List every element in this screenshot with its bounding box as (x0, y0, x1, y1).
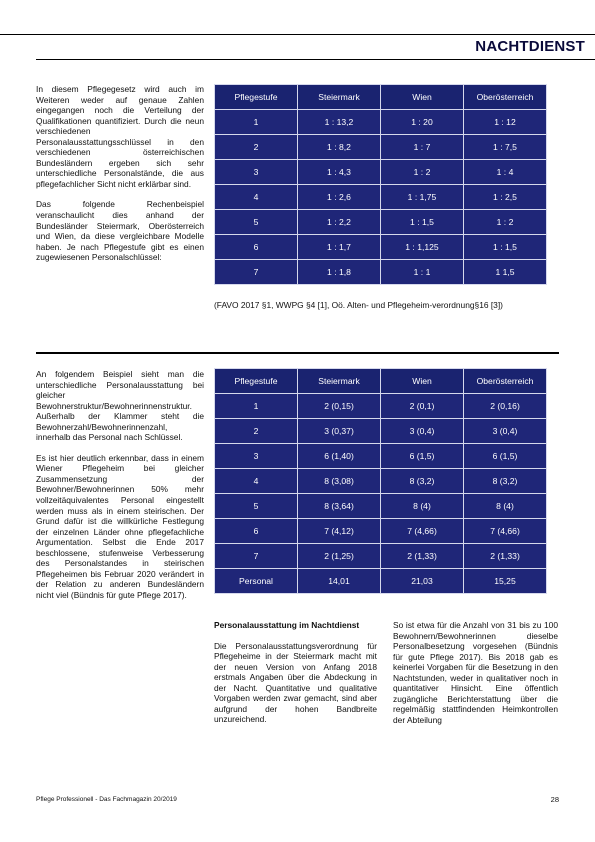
table-caption: (FAVO 2017 §1, WWPG §4 [1], Oö. Alten- und Pflegeheim-verordnung§16 [3]) (214, 300, 503, 310)
table-cell: 7 (4,66) (381, 519, 464, 544)
table-cell: 7 (215, 260, 298, 285)
comparison-text-column (36, 369, 204, 610)
table-cell: 1 1,5 (464, 260, 547, 285)
night-duty-left-column (214, 620, 377, 735)
table-cell: 8 (3,08) (298, 469, 381, 494)
table-cell: 15,25 (464, 569, 547, 594)
table-row (215, 160, 547, 185)
intro-text-column (36, 84, 204, 273)
table-cell: 2 (1,25) (298, 544, 381, 569)
table-cell: 1 : 13,2 (298, 110, 381, 135)
header-cell: Oberösterreich (464, 85, 547, 110)
table-row (215, 185, 547, 210)
table-cell: 3 (215, 160, 298, 185)
intro-paragraph-1: In diesem Pflegegesetz wird auch im Weiteren weder auf genaue Zahlen eingegangen noch die Verteilung der Qualifikationen quantifiziert. Durch die neun verschiedenen Personalausstattungsschlüssel in den verschiedenen österreichischen Bundesländern ergeben sich sehr unterschiedliche Personalstände, die aus pflegefachlicher Sicht nicht erklärbar sind. (36, 84, 204, 189)
comparison-paragraph-1: An folgendem Beispiel sieht man die unterschiedliche Personalausstattung bei gleicher Bewohnerstruktur/Bewohnerinnenstruktur. Außerhalb der Klammer steht die Bewohnerzahl/Bewohnerinnenzahl, innerhalb das Personal nach Schlüssel. (36, 369, 204, 443)
header-cell: Wien (381, 369, 464, 394)
table-cell: 8 (3,64) (298, 494, 381, 519)
table-cell: 3 (0,4) (464, 419, 547, 444)
table-cell: 8 (4) (464, 494, 547, 519)
header-underline (36, 59, 595, 60)
table-cell: 1 (215, 110, 298, 135)
comparison-paragraph-2: Es ist hier deutlich erkennbar, dass in einem Wiener Pflegeheim bei gleicher Zusammensetzung der Bewohner/Bewohnerinnen 50% mehr vollzeitäquivalentes Personal eingestellt werden muss als in einem steirischen. Der Grund dafür ist die willkürliche Festlegung der einzelnen Länder ohne pflegefachliche Argumentation. Selbst die Ende 2017 beschlossene, stufenweise Verbesserung des Personalstandes in steirischen Pflegeheimen bis Februar 2020 verändert in der Relation zu anderen Bundesländern nicht viel (Bündnis für gute Pflege 2017). (36, 452, 204, 600)
table-header-row (215, 369, 547, 394)
table-cell: 8 (3,2) (464, 469, 547, 494)
table-cell: 1 : 1,5 (381, 210, 464, 235)
header-cell: Oberösterreich (464, 369, 547, 394)
table-row (215, 444, 547, 469)
header-rule (0, 34, 595, 35)
table-cell: 1 : 7,5 (464, 135, 547, 160)
table-cell: 7 (215, 544, 298, 569)
header-cell: Wien (381, 85, 464, 110)
table-cell: 1 (215, 394, 298, 419)
table-cell: 7 (4,66) (464, 519, 547, 544)
table-cell: 1 : 2 (464, 210, 547, 235)
night-duty-paragraph: Die Personalausstattungsverordnung für Pflegeheime in der Steiermark macht mit der neuen Version von Anfang 2018 erstmals Angaben über die Abdeckung in der Nacht. Quantitative und qualitative Vorgaben werden zwar gemacht, sind aber aufgrund der hohen Bandbreite unzureichend. (214, 640, 377, 725)
table-cell: 3 (215, 444, 298, 469)
table-cell: 1 : 1,125 (381, 235, 464, 260)
table-row (215, 394, 547, 419)
table-cell: 1 : 2 (381, 160, 464, 185)
table-cell: 6 (1,5) (381, 444, 464, 469)
table-cell: 2 (215, 419, 298, 444)
header-cell: Pflegestufe (215, 85, 298, 110)
table-cell: 2 (0,15) (298, 394, 381, 419)
table-cell: 4 (215, 185, 298, 210)
table-cell: 3 (0,37) (298, 419, 381, 444)
table-row (215, 544, 547, 569)
page-number: 28 (550, 795, 559, 804)
footer-publication: Pflege Professionell - Das Fachmagazin 20/2019 (36, 796, 177, 803)
night-duty-continuation: So ist etwa für die Anzahl von 31 bis zu 100 Bewohnern/Bewohnerinnen dieselbe Personalbesetzung vorgesehen (Bündnis für gute Pflege 2017). Bis 2018 gab es keinerlei Vorgaben für die Besetzung in den Nachtstunden, weder in qualitativer noch in quantitativer Hinsicht. Eine öffentlich zugängliche Berichterstattung über die regelmäßig stattfindenden Heimkontrollen der Abteilung (393, 620, 558, 725)
table-row (215, 110, 547, 135)
table-cell: 1 : 1,75 (381, 185, 464, 210)
table-cell: 1 : 2,2 (298, 210, 381, 235)
table-cell: 1 : 8,2 (298, 135, 381, 160)
table-cell: 1 : 1,8 (298, 260, 381, 285)
table-header-row (215, 85, 547, 110)
table-cell: 21,03 (381, 569, 464, 594)
table-cell: 5 (215, 494, 298, 519)
table-cell: 2 (0,1) (381, 394, 464, 419)
table-cell: 1 : 1,5 (464, 235, 547, 260)
header-cell: Steiermark (298, 369, 381, 394)
table-cell: 1 : 1,7 (298, 235, 381, 260)
table-cell: 2 (215, 135, 298, 160)
night-duty-right-column (393, 620, 558, 735)
night-duty-heading: Personalausstattung im Nachtdienst (214, 620, 360, 630)
section-divider (36, 352, 559, 354)
table-cell: 6 (1,40) (298, 444, 381, 469)
table-cell: 6 (215, 235, 298, 260)
table-cell: 2 (1,33) (381, 544, 464, 569)
table-cell: 1 : 4,3 (298, 160, 381, 185)
table-cell: 14,01 (298, 569, 381, 594)
table-cell: 1 : 7 (381, 135, 464, 160)
table-row (215, 494, 547, 519)
table-cell: 8 (3,2) (381, 469, 464, 494)
table-cell: 1 : 12 (464, 110, 547, 135)
table-cell: Personal (215, 569, 298, 594)
table-cell: 2 (0,16) (464, 394, 547, 419)
header-cell: Pflegestufe (215, 369, 298, 394)
section-title: NACHTDIENST (475, 38, 585, 55)
table-cell: 6 (1,5) (464, 444, 547, 469)
table-row (215, 519, 547, 544)
table-cell: 1 : 2,5 (464, 185, 547, 210)
table-cell: 4 (215, 469, 298, 494)
table-cell: 7 (4,12) (298, 519, 381, 544)
table-cell: 1 : 20 (381, 110, 464, 135)
intro-paragraph-2: Das folgende Rechenbeispiel veranschaulicht dies anhand der Bundesländer Steiermark, Oberösterreich und Wien, da diese vergleichbare Modelle haben. Je nach Pflegestufe gibt es einen zugewiesenen Personalschlüssel: (36, 199, 204, 263)
table-cell: 8 (4) (381, 494, 464, 519)
table-cell: 1 : 4 (464, 160, 547, 185)
table-cell: 2 (1,33) (464, 544, 547, 569)
table-cell: 5 (215, 210, 298, 235)
table-total-row (215, 569, 547, 594)
table-row (215, 135, 547, 160)
table-cell: 6 (215, 519, 298, 544)
table-row (215, 210, 547, 235)
table-row (215, 469, 547, 494)
table-row (215, 260, 547, 285)
staffing-ratio-table (214, 84, 547, 285)
header-cell: Steiermark (298, 85, 381, 110)
table-cell: 3 (0,4) (381, 419, 464, 444)
table-cell: 1 : 1 (381, 260, 464, 285)
table-row (215, 419, 547, 444)
table-cell: 1 : 2,6 (298, 185, 381, 210)
table-row (215, 235, 547, 260)
staffing-example-table (214, 368, 547, 594)
